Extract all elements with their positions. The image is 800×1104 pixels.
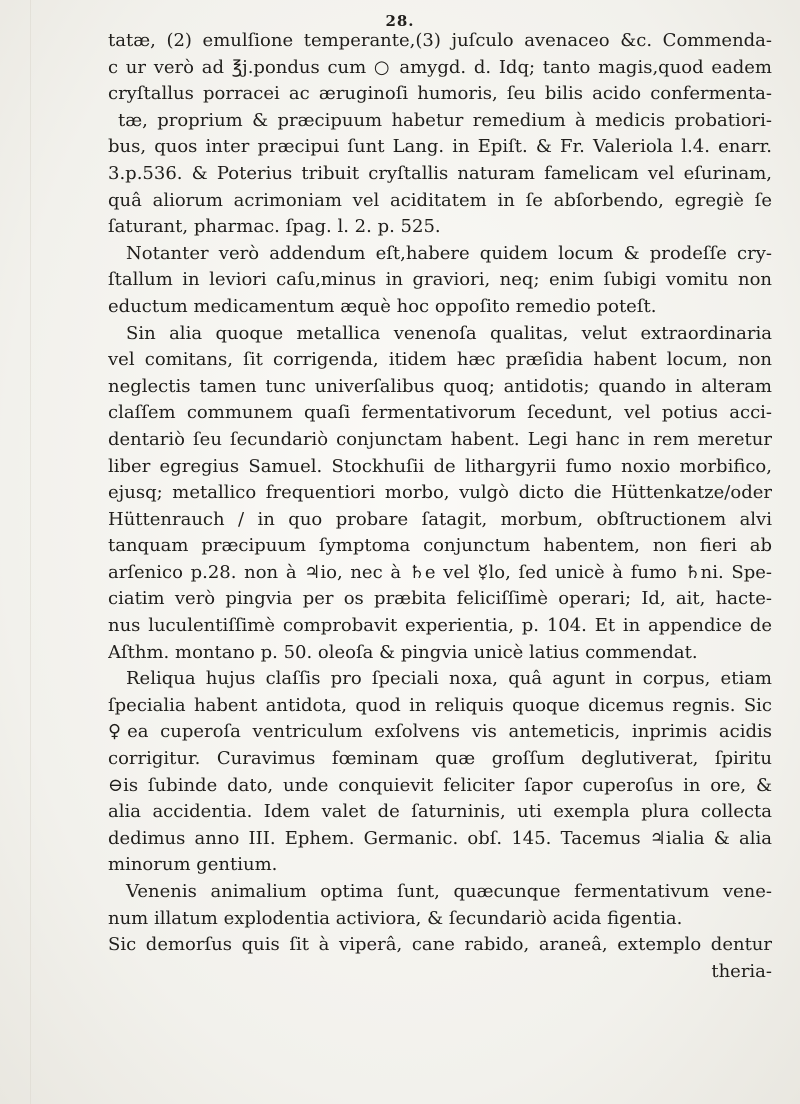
text-line: ejusq; metallico frequentiori morbo, vulgò dicto die Hüttenkatze/oder [108,482,772,504]
text-line: neglectis tamen tunc univerſalibus quoq; antidotis; quando in alteram [108,375,772,397]
paragraph-start: Reliqua hujus claſſis pro ſpeciali noxa, quâ agunt in corpus, etiam [126,668,772,690]
text-line: cryſtallus porracei ac æruginoſi humoris, ſeu bilis acido confermenta- [108,83,772,105]
text-line: ſaturant, pharmac. ſpag. l. 2. p. 525. [108,216,441,238]
text-line: ⊖is ſubinde dato, unde conquievit feliciter ſapor cuperoſus in ore, & [108,774,772,796]
text-line: tanquam præcipuum ſymptoma conjunctum habentem, non fieri ab [108,535,772,557]
text-line: 3.p.536. & Poterius tribuit cryſtallis naturam famelicam vel eſurinam, [108,162,772,184]
text-line: Sic demorſus quis ſit à viperâ, cane rabido, araneâ, extemplo dentur [108,934,772,956]
text-line: dentariò ſeu ſecundariò conjunctam habent. Legi hanc in rem meretur [108,428,772,450]
text-line: c ur verò ad ℥j.pondus cum ○ amygd. d. Idq; tanto magis,quod eadem [108,56,772,78]
paragraph-start: Sin alia quoque metallica venenoſa qualitas, velut extraordinaria [126,322,772,344]
text-line: eductum medicamentum æquè hoc oppoſito remedio poteſt. [108,295,657,317]
page-gutter-shadow [30,0,31,1104]
text-line: ♀ea cuperoſa ventriculum exſolvens vis antemeticis, inprimis acidis [108,721,772,743]
text-line: tæ, proprium & præcipuum habetur remedium à medicis probatiori- [118,109,772,131]
text-line: ſtallum in leviori caſu,minus in graviori, neq; enim ſubigi vomitu non [108,269,772,291]
body-text [108,28,772,985]
paragraph-start: Venenis animalium optima ſunt, quæcunque fermentativum vene- [126,881,772,902]
text-line: num illatum explodentia activiora, & ſecundariò acida figentia. [108,907,683,929]
text-line: dedimus anno III. Ephem. Germanic. obſ. 145. Tacemus ♃ialia & alia [108,827,772,849]
text-line: ciatim verò pingvia per os præbita feliciſſimè operari; Id, ait, hacte- [108,588,772,610]
text-line: Aſthm. montano p. 50. oleoſa & pingvia unicè latius commendat. [108,641,698,663]
text-line: minorum gentium. [108,854,278,876]
text-line: Hüttenrauch / in quo probare ſatagit, morbum, obſtructionem alvi [108,508,772,530]
paragraph-start: Notanter verò addendum eſt,habere quidem locum & prodeſſe cry- [126,242,772,264]
text-line: alia accidentia. Idem valet de ſaturninis, uti exempla plura collecta [108,801,772,823]
text-line: nus luculentiſſimè comprobavit experientia, p. 104. Et in appendice de [108,615,772,637]
text-line: tatæ, (2) emulſione temperante,(3) juſculo avenaceo &c. Commenda- [108,30,772,51]
text-line: bus, quos inter præcipui ſunt Lang. in Epiſt. & Fr. Valeriola l.4. enarr. [108,136,772,158]
text-line: claſſem communem quaſi fermentativorum ſecedunt, vel potius acci- [108,402,772,424]
text-line: ſpecialia habent antidota, quod in reliquis quoque dicemus regnis. Sic [108,694,772,716]
text-line: arſenico p.28. non à ♃io, nec à ♄e vel ☿lo, ſed unicè à fumo ♄ni. Spe- [108,561,772,583]
text-line: quâ aliorum acrimoniam vel aciditatem in ſe abſorbendo, egregiè ſe [108,189,772,211]
page-number: 28. [385,12,415,30]
text-line: corrigitur. Curavimus fœminam quæ groſſum deglutiverat, ſpiritu [108,748,772,770]
text-line: liber egregius Samuel. Stockhuſii de lithargyrii fumo noxio morbifico, [108,455,772,477]
catchword: theria- [711,960,772,982]
text-line: vel comitans, ſit corrigenda, itidem hæc præſidia habent locum, non [108,349,772,371]
